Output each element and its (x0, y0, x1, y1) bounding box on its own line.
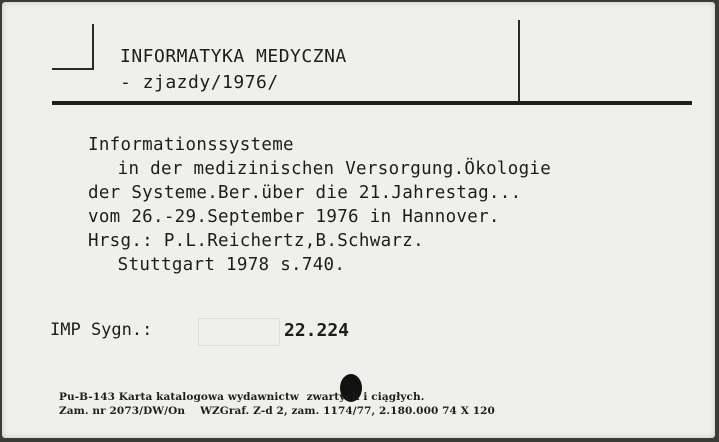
heading-rule (52, 101, 692, 105)
heading-title: INFORMATYKA MEDYCZNA (120, 46, 347, 67)
header-divider (518, 20, 520, 102)
heading-subtitle: - zjazdy/1976/ (120, 72, 279, 93)
catalog-card (2, 2, 715, 438)
body-line-3: der Systeme.Ber.über die 21.Jahrestag... (88, 183, 522, 203)
index-vertical-line (92, 24, 94, 70)
body-line-5: Hrsg.: P.L.Reichertz,B.Schwarz. (88, 231, 424, 251)
index-horizontal-line (52, 68, 94, 70)
body-line-4: vom 26.-29.September 1976 in Hannover. (88, 207, 500, 227)
body-line-6: Stuttgart 1978 s.740. (96, 255, 346, 275)
signature-value: 22.224 (284, 320, 350, 341)
footer-line-2: Zam. nr 2073/DW/On WZGraf. Z-d 2, zam. 1174/77, 2.180.000 74 X 120 (59, 405, 495, 417)
signature-label: IMP Sygn.: (50, 320, 153, 340)
body-line-2: in der medizinischen Versorgung.Ökologie (96, 159, 552, 179)
body-line-1: Informationssysteme (88, 135, 294, 155)
signature-stamp-area (198, 318, 280, 346)
footer-line-1: Pu-B-143 Karta katalogowa wydawnictw zwartych i ciągłych. (59, 391, 425, 403)
